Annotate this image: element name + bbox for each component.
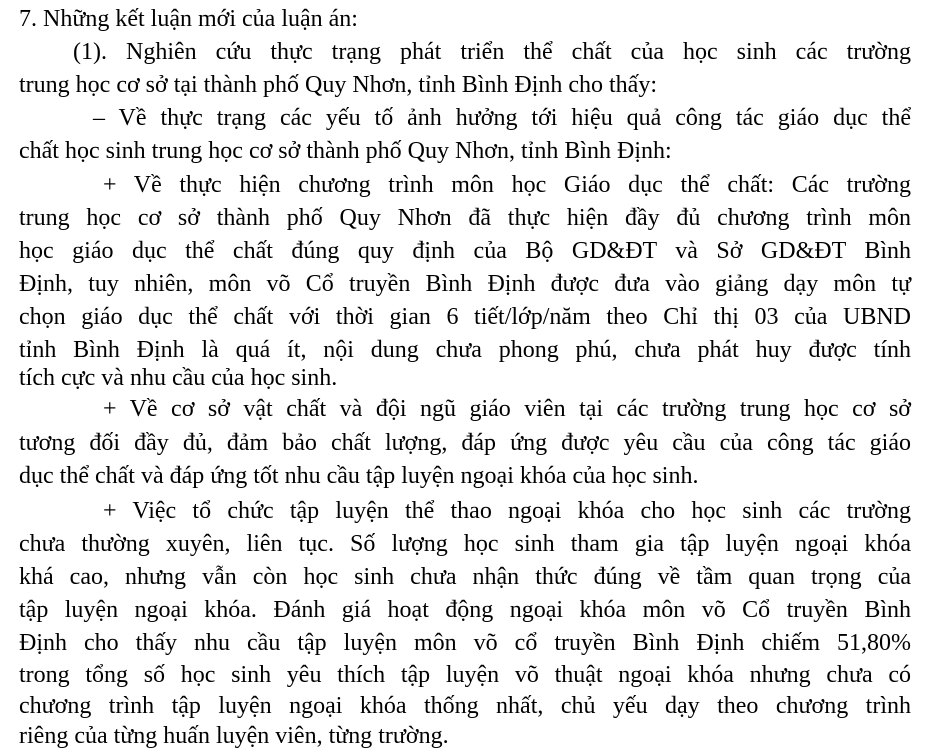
text-line: chưa thường xuyên, liên tục. Số lượng học sinh tham gia tập luyện ngoại khóa [19,531,911,557]
text-line: – Về thực trạng các yếu tố ảnh hưởng tới hiệu quả công tác giáo dục thể [93,105,911,131]
text-line: chất học sinh trung học cơ sở thành phố Quy Nhơn, tỉnh Bình Định: [19,138,672,164]
text-line: chọn giáo dục thể chất với thời gian 6 tiết/lớp/năm theo Chỉ thị 03 của UBND [19,304,911,330]
text-line: tương đối đầy đủ, đảm bảo chất lượng, đáp ứng được yêu cầu của công tác giáo [19,430,911,456]
text-line: Định cho thấy nhu cầu tập luyện môn võ cổ truyền Bình Định chiếm 51,80% [19,630,911,656]
text-line: + Về cơ sở vật chất và đội ngũ giáo viên tại các trường trung học cơ sở [103,396,911,422]
text-line: trung học cơ sở tại thành phố Quy Nhơn, tỉnh Bình Định cho thấy: [19,72,658,98]
text-line: tỉnh Bình Định là quá ít, nội dung chưa phong phú, chưa phát huy được tính [19,337,911,363]
text-line: + Về thực hiện chương trình môn học Giáo dục thể chất: Các trường [103,172,911,198]
text-line: chương trình tập luyện ngoại khóa thống nhất, chủ yếu dạy theo chương trình [19,693,911,719]
text-line: + Việc tổ chức tập luyện thể thao ngoại khóa cho học sinh các trường [103,498,911,524]
text-line: trung học cơ sở thành phố Quy Nhơn đã thực hiện đầy đủ chương trình môn [19,205,911,231]
text-line: riêng của từng huấn luyện viên, từng trường. [19,723,449,749]
text-line: tập luyện ngoại khóa. Đánh giá hoạt động ngoại khóa môn võ Cổ truyền Bình [19,597,911,623]
text-line: (1). Nghiên cứu thực trạng phát triển thể chất của học sinh các trường [73,39,911,65]
text-line: khá cao, nhưng vẫn còn học sinh chưa nhận thức đúng về tầm quan trọng của [19,564,911,590]
text-line: Định, tuy nhiên, môn võ Cổ truyền Bình Định được đưa vào giảng dạy môn tự [19,271,911,297]
text-line: trong tổng số học sinh yêu thích tập luyện võ thuật ngoại khóa nhưng chưa có [19,662,911,688]
text-line: dục thể chất và đáp ứng tốt nhu cầu tập luyện ngoại khóa của học sinh. [19,463,699,489]
text-line: học giáo dục thể chất đúng quy định của Bộ GD&ĐT và Sở GD&ĐT Bình [19,238,911,264]
text-line: tích cực và nhu cầu của học sinh. [19,365,338,391]
section-heading: 7. Những kết luận mới của luận án: [19,6,358,32]
